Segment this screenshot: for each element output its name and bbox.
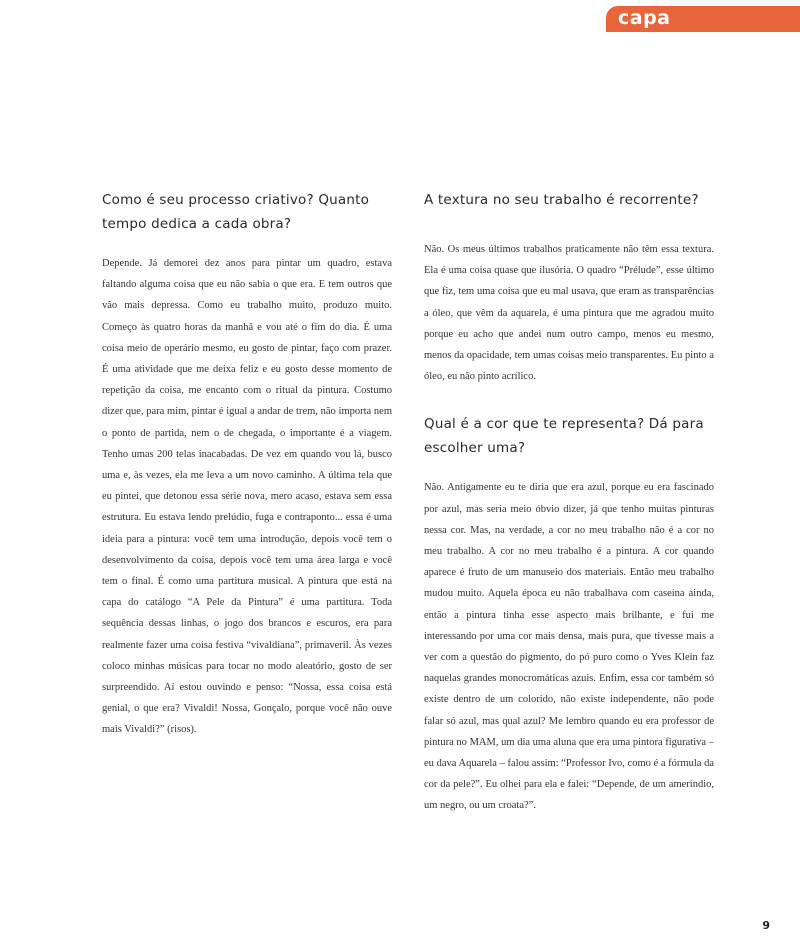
section-label: capa xyxy=(618,7,671,29)
interview-question: Como é seu processo criativo? Quanto tempo dedica a cada obra? xyxy=(102,192,370,232)
interview-question: Qual é a cor que te representa? Dá para escolher uma? xyxy=(424,416,704,457)
section-tab xyxy=(606,6,800,32)
interview-answer: Não. Os meus últimos trabalhos praticamente não têm essa textura. Ela é uma coisa quase que ilusória. O quadro “Prélude”, esse último que fiz, tem uma coisa que eu mal usava, que eram as transparências a óleo, que vêm da aquarela, é uma pintura que me agradou muito porque eu acho que andei num outro campo, menos eu mesmo, menos da opacidade, tem umas coisas meio transparentes. Eu pinto a óleo, eu não pinto acrílico. xyxy=(424,244,714,383)
page-number: 9 xyxy=(762,919,770,932)
right-column xyxy=(424,188,714,817)
interview-answer: Depende. Já demorei dez anos para pintar um quadro, estava faltando alguma coisa que eu não sabia o que era. E tem outros que vão mais depressa. Como eu trabalho muito, produzo muito. Começo às quatro horas da manhã e vou até o fim do dia. É uma coisa meio de operário mesmo, eu gosto de pintar, faço com prazer. É uma atividade que me deixa feliz e eu gosto desse momento de repetição da coisa, me encanto com o ritual da pintura. Costumo dizer que, para mim, pintar é igual a andar de trem, não importa nem o ponto de partida, nem o de chegada, o importante é a viagem. Tenho umas 200 telas inacabadas. De vez em quando vou lá, busco uma e, às vezes, ela me leva a um novo caminho. A última tela que eu pintei, que detonou essa série nova, mero acaso, estava sem essa estrutura. Eu estava lendo prelúdio, fuga e contraponto... essa é uma ideia para a pintura: você tem uma introdução, depois você tem o desenvolvimento da coisa, depois você tem uma área larga e você tem o final. É como uma partitura musical. A pintura que está na capa do catálogo “A Pele da Pintura” é uma partitura. Toda sequência dessas linhas, o jogo dos brancos e escuros, era para realmente fazer uma coisa festiva “vivaldiana”, primaveril. Às vezes coloco minhas músicas para tocar no modo aleatório, gosto de ser surpreendido. Aí estou ouvindo e penso: “Nossa, essa coisa está genial, o que era? Vivaldi! Nossa, Gonçalo, porque você não ouve mais Vivaldi?” (risos). xyxy=(102,258,392,736)
interview-question: A textura no seu trabalho é recorrente? xyxy=(424,192,699,208)
left-column xyxy=(102,188,392,741)
interview-answer: Não. Antigamente eu te diria que era azul, porque eu era fascinado por azul, mas seria meio óbvio dizer, já que tenho muitas pinturas nessa cor. Mas, na verdade, a cor no meu trabalho não é a cor no meu trabalho. A cor no meu trabalho é a pintura. A cor quando aparece é fruto de um manuseio dos materiais. Então meu trabalho mudou muito. Aquela época eu não trabalhava com caseína ainda, então a pintura tinha esse aspecto mais brilhante, e fui me interessando por uma cor mais densa, mais pura, que tivesse mais a ver com a questão do pigmento, do pó puro como o Yves Klein faz naquelas grandes monocromáticas azuis. Enfim, essa cor também só existe dentro de um colorido, não existe independente, não pode falar só azul, mas qual azul? Me lembro quando eu era professor de pintura no MAM, um dia uma aluna que era uma pintora figurativa – eu dava Aquarela – falou assim: “Professor Ivo, como é a fórmula da cor da pele?”. Eu olhei para ela e falei: “Depende, de um ameríndio, um negro, ou um croata?”. xyxy=(424,482,714,812)
